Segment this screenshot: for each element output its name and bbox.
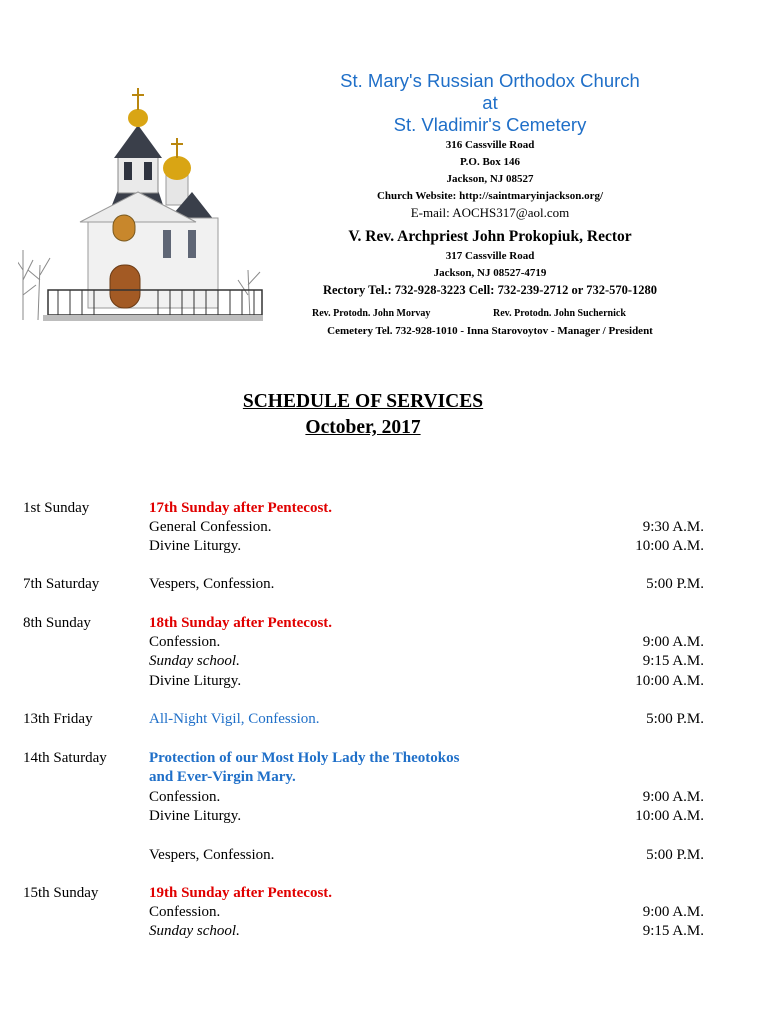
row-time: 9:15 A.M. bbox=[642, 923, 704, 939]
row-description: Confession. bbox=[149, 634, 221, 650]
church-image bbox=[18, 80, 268, 330]
row-time: 9:00 A.M. bbox=[642, 789, 704, 805]
church-email: E-mail: AOCHS317@aol.com bbox=[410, 205, 570, 220]
schedule-row bbox=[0, 613, 768, 633]
row-description: Vespers, Confession. bbox=[149, 847, 275, 863]
row-description: 19th Sunday after Pentecost. bbox=[149, 885, 333, 901]
row-time: 5:00 P.M. bbox=[646, 847, 704, 863]
church-name: St. Mary's Russian Orthodox Church bbox=[340, 70, 640, 91]
row-time: 10:00 A.M. bbox=[635, 673, 704, 689]
row-day: 14th Saturday bbox=[23, 750, 107, 766]
schedule-row bbox=[0, 748, 768, 768]
row-time: 9:15 A.M. bbox=[642, 653, 704, 669]
clergy-right: Rev. Protodn. John Suchernick bbox=[493, 308, 626, 319]
row-description: Divine Liturgy. bbox=[149, 673, 242, 689]
row-time: 9:30 A.M. bbox=[642, 519, 704, 535]
schedule-row bbox=[0, 902, 768, 922]
row-time: 9:00 A.M. bbox=[642, 904, 704, 920]
schedule-row bbox=[0, 517, 768, 537]
schedule-row bbox=[0, 709, 768, 729]
schedule-row bbox=[0, 787, 768, 807]
clergy-left: Rev. Protodn. John Morvay bbox=[312, 308, 431, 319]
row-time: 10:00 A.M. bbox=[635, 808, 704, 824]
row-day: 15th Sunday bbox=[23, 885, 99, 901]
row-description: Divine Liturgy. bbox=[149, 808, 242, 824]
row-description: All-Night Vigil, Confession. bbox=[149, 711, 320, 727]
row-description: Divine Liturgy. bbox=[149, 538, 242, 554]
row-description: 17th Sunday after Pentecost. bbox=[149, 500, 333, 516]
row-time: 5:00 P.M. bbox=[646, 711, 704, 727]
row-time: 10:00 A.M. bbox=[635, 538, 704, 554]
schedule-row bbox=[0, 536, 768, 556]
schedule-row bbox=[0, 767, 768, 787]
schedule-row bbox=[0, 921, 768, 941]
schedule-row bbox=[0, 651, 768, 671]
at-line: at bbox=[482, 92, 498, 113]
row-description: 18th Sunday after Pentecost. bbox=[149, 615, 333, 631]
cemetery-name: St. Vladimir's Cemetery bbox=[393, 114, 587, 135]
row-description: General Confession. bbox=[149, 519, 272, 535]
row-description: Confession. bbox=[149, 904, 221, 920]
schedule-title: SCHEDULE OF SERVICES bbox=[242, 391, 484, 412]
church-website: Church Website: http://saintmaryinjackson.org/ bbox=[376, 190, 604, 202]
row-day: 13th Friday bbox=[23, 711, 93, 727]
rectory-city: Jackson, NJ 08527-4719 bbox=[433, 267, 547, 279]
rector-name: V. Rev. Archpriest John Prokopiuk, Rector bbox=[348, 228, 632, 245]
row-description: Protection of our Most Holy Lady the Theotokos bbox=[149, 750, 460, 766]
schedule-row bbox=[0, 632, 768, 652]
po-box: P.O. Box 146 bbox=[459, 156, 521, 168]
rectory-phone: Rectory Tel.: 732-928-3223 Cell: 732-239-2712 or 732-570-1280 bbox=[322, 283, 658, 297]
schedule-month: October, 2017 bbox=[305, 417, 421, 438]
row-time: 9:00 A.M. bbox=[642, 634, 704, 650]
schedule-row bbox=[0, 574, 768, 594]
row-description: Confession. bbox=[149, 789, 221, 805]
row-description: Sunday school. bbox=[149, 923, 240, 939]
church-city: Jackson, NJ 08527 bbox=[446, 173, 534, 185]
row-time: 5:00 P.M. bbox=[646, 576, 704, 592]
row-description: and Ever-Virgin Mary. bbox=[149, 769, 296, 785]
schedule-row bbox=[0, 806, 768, 826]
church-address: 316 Cassville Road bbox=[445, 139, 535, 151]
schedule-row bbox=[0, 671, 768, 691]
row-day: 1st Sunday bbox=[23, 500, 90, 516]
row-description: Vespers, Confession. bbox=[149, 576, 275, 592]
schedule-row bbox=[0, 845, 768, 865]
schedule-row bbox=[0, 883, 768, 903]
row-day: 7th Saturday bbox=[23, 576, 100, 592]
row-day: 8th Sunday bbox=[23, 615, 91, 631]
cemetery-phone: Cemetery Tel. 732-928-1010 - Inna Starovoytov - Manager / President bbox=[327, 325, 653, 337]
schedule-row bbox=[0, 498, 768, 518]
row-description: Sunday school. bbox=[149, 653, 240, 669]
rectory-address: 317 Cassville Road bbox=[445, 250, 535, 262]
